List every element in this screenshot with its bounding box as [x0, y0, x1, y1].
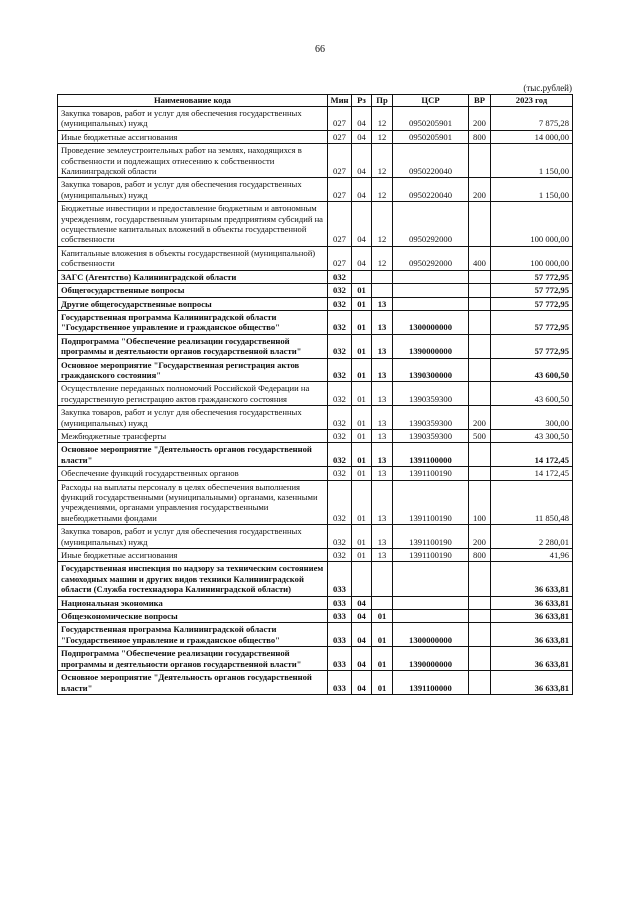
cell-min: 032	[328, 382, 352, 406]
cell-vr: 800	[469, 130, 491, 143]
cell-csr: 1391100000	[393, 443, 469, 467]
cell-csr: 0950205901	[393, 130, 469, 143]
cell-min: 027	[328, 144, 352, 178]
cell-min: 032	[328, 310, 352, 334]
cell-name: Общеэкономические вопросы	[58, 610, 328, 623]
cell-rz: 01	[352, 334, 372, 358]
cell-name: Закупка товаров, работ и услуг для обеспечения государственных (муниципальных) нужд	[58, 178, 328, 202]
cell-name: Закупка товаров, работ и услуг для обеспечения государственных (муниципальных) нужд	[58, 107, 328, 131]
cell-rz: 01	[352, 525, 372, 549]
cell-amount: 36 633,81	[491, 596, 573, 609]
cell-rz: 01	[352, 467, 372, 480]
cell-amount: 11 850,48	[491, 480, 573, 525]
table-row	[58, 443, 573, 467]
cell-name: Подпрограмма "Обеспечение реализации государственной программы и деятельности органов государственной власти"	[58, 334, 328, 358]
cell-min: 032	[328, 358, 352, 382]
cell-vr	[469, 297, 491, 310]
cell-pr: 01	[372, 610, 393, 623]
cell-name: Закупка товаров, работ и услуг для обеспечения государственных (муниципальных) нужд	[58, 525, 328, 549]
cell-amount: 1 150,00	[491, 178, 573, 202]
cell-vr: 200	[469, 107, 491, 131]
cell-vr	[469, 270, 491, 283]
cell-csr: 1390000000	[393, 334, 469, 358]
cell-name: Национальная экономика	[58, 596, 328, 609]
cell-rz: 04	[352, 202, 372, 247]
table-row	[58, 406, 573, 430]
cell-rz: 01	[352, 480, 372, 525]
cell-rz: 01	[352, 429, 372, 442]
header-pr: Пр	[372, 95, 393, 107]
table-row	[58, 480, 573, 525]
cell-amount: 14 172,45	[491, 443, 573, 467]
table-row	[58, 562, 573, 596]
cell-pr: 13	[372, 334, 393, 358]
cell-amount: 41,96	[491, 549, 573, 562]
cell-rz: 01	[352, 382, 372, 406]
cell-rz: 01	[352, 443, 372, 467]
cell-name: Осуществление переданных полномочий Российской Федерации на государственную регистрацию актов гражданского состояния	[58, 382, 328, 406]
cell-pr: 12	[372, 144, 393, 178]
budget-table	[57, 94, 573, 695]
cell-vr: 200	[469, 406, 491, 430]
cell-rz: 04	[352, 144, 372, 178]
header-min: Мин	[328, 95, 352, 107]
cell-amount: 43 600,50	[491, 382, 573, 406]
cell-csr: 1391100000	[393, 671, 469, 695]
table-row	[58, 202, 573, 247]
cell-pr: 01	[372, 647, 393, 671]
cell-pr: 13	[372, 549, 393, 562]
cell-vr: 500	[469, 429, 491, 442]
cell-rz: 04	[352, 671, 372, 695]
cell-pr: 13	[372, 525, 393, 549]
cell-pr: 13	[372, 297, 393, 310]
cell-pr	[372, 284, 393, 297]
table-row	[58, 358, 573, 382]
cell-amount: 100 000,00	[491, 202, 573, 247]
cell-min: 033	[328, 562, 352, 596]
unit-note: (тыс.рублей)	[523, 83, 572, 93]
cell-amount: 57 772,95	[491, 310, 573, 334]
cell-rz: 01	[352, 284, 372, 297]
table-row	[58, 130, 573, 143]
cell-csr: 1391100190	[393, 549, 469, 562]
cell-vr: 800	[469, 549, 491, 562]
cell-name: Общегосударственные вопросы	[58, 284, 328, 297]
cell-amount: 1 150,00	[491, 144, 573, 178]
cell-amount: 43 600,50	[491, 358, 573, 382]
cell-amount: 14 000,00	[491, 130, 573, 143]
cell-name: Иные бюджетные ассигнования	[58, 549, 328, 562]
cell-vr	[469, 647, 491, 671]
cell-name: Бюджетные инвестиции и предоставление бюджетным и автономным учреждениям, государственным унитарным предприятиям субсидий на осуществление капитальных вложений в объекты государственной собственности	[58, 202, 328, 247]
cell-min: 032	[328, 270, 352, 283]
cell-min: 027	[328, 130, 352, 143]
cell-rz: 04	[352, 178, 372, 202]
table-row	[58, 610, 573, 623]
cell-min: 033	[328, 610, 352, 623]
cell-min: 027	[328, 178, 352, 202]
cell-rz: 01	[352, 549, 372, 562]
cell-csr	[393, 284, 469, 297]
cell-pr: 13	[372, 443, 393, 467]
cell-csr: 0950220040	[393, 144, 469, 178]
cell-name: Обеспечение функций государственных органов	[58, 467, 328, 480]
cell-rz: 04	[352, 596, 372, 609]
cell-rz: 04	[352, 623, 372, 647]
cell-name: Основное мероприятие "Деятельность органов государственной власти"	[58, 443, 328, 467]
cell-csr: 0950292000	[393, 202, 469, 247]
cell-amount: 36 633,81	[491, 671, 573, 695]
cell-csr: 1391100190	[393, 525, 469, 549]
cell-amount: 43 300,50	[491, 429, 573, 442]
table-row	[58, 549, 573, 562]
cell-pr: 12	[372, 246, 393, 270]
table-row	[58, 671, 573, 695]
cell-pr: 13	[372, 480, 393, 525]
cell-vr	[469, 596, 491, 609]
cell-name: Закупка товаров, работ и услуг для обеспечения государственных (муниципальных) нужд	[58, 406, 328, 430]
cell-name: Основное мероприятие "Государственная регистрация актов гражданского состояния"	[58, 358, 328, 382]
cell-rz: 04	[352, 246, 372, 270]
cell-name: Расходы на выплаты персоналу в целях обеспечения выполнения функций государственными (муниципальными) органами, казенными учреждениями, органами управления государственными внебюджетными фондами	[58, 480, 328, 525]
cell-csr: 1391100190	[393, 480, 469, 525]
cell-pr: 13	[372, 429, 393, 442]
header-amount: 2023 год	[491, 95, 573, 107]
cell-rz: 01	[352, 310, 372, 334]
cell-csr: 1390359300	[393, 406, 469, 430]
cell-amount: 57 772,95	[491, 297, 573, 310]
cell-vr	[469, 202, 491, 247]
cell-pr: 01	[372, 671, 393, 695]
cell-pr: 13	[372, 406, 393, 430]
cell-vr	[469, 562, 491, 596]
cell-vr	[469, 610, 491, 623]
cell-vr: 200	[469, 178, 491, 202]
page-number: 66	[315, 44, 325, 55]
table-row	[58, 647, 573, 671]
cell-csr: 1300000000	[393, 310, 469, 334]
cell-pr: 13	[372, 467, 393, 480]
table-row	[58, 178, 573, 202]
cell-pr: 01	[372, 623, 393, 647]
cell-min: 032	[328, 480, 352, 525]
cell-vr	[469, 310, 491, 334]
header-vr: ВР	[469, 95, 491, 107]
table-row	[58, 429, 573, 442]
cell-csr: 0950292000	[393, 246, 469, 270]
cell-vr	[469, 284, 491, 297]
cell-rz: 04	[352, 647, 372, 671]
cell-amount: 57 772,95	[491, 270, 573, 283]
cell-vr	[469, 443, 491, 467]
cell-vr: 400	[469, 246, 491, 270]
table-row	[58, 297, 573, 310]
cell-rz: 04	[352, 107, 372, 131]
cell-amount: 2 280,01	[491, 525, 573, 549]
cell-name: ЗАГС (Агентство) Калининградской области	[58, 270, 328, 283]
cell-csr: 1391100190	[393, 467, 469, 480]
cell-vr	[469, 671, 491, 695]
cell-min: 033	[328, 596, 352, 609]
cell-name: Иные бюджетные ассигнования	[58, 130, 328, 143]
cell-csr: 0950205901	[393, 107, 469, 131]
cell-csr	[393, 562, 469, 596]
cell-name: Другие общегосударственные вопросы	[58, 297, 328, 310]
cell-min: 027	[328, 202, 352, 247]
cell-vr	[469, 467, 491, 480]
cell-rz	[352, 270, 372, 283]
cell-name: Подпрограмма "Обеспечение реализации государственной программы и деятельности органов государственной власти"	[58, 647, 328, 671]
cell-min: 032	[328, 406, 352, 430]
cell-min: 032	[328, 549, 352, 562]
cell-min: 032	[328, 429, 352, 442]
cell-rz: 01	[352, 358, 372, 382]
cell-csr	[393, 270, 469, 283]
table-row	[58, 525, 573, 549]
cell-pr: 12	[372, 130, 393, 143]
cell-amount: 100 000,00	[491, 246, 573, 270]
cell-name: Проведение землеустроительных работ на землях, находящихся в собственности и подлежащих отнесению к собственности Калининградской области	[58, 144, 328, 178]
cell-csr: 1390359300	[393, 429, 469, 442]
cell-name: Межбюджетные трансферты	[58, 429, 328, 442]
cell-rz: 01	[352, 297, 372, 310]
table-row	[58, 107, 573, 131]
header-rz: Рз	[352, 95, 372, 107]
cell-min: 032	[328, 297, 352, 310]
cell-vr	[469, 623, 491, 647]
cell-amount: 36 633,81	[491, 623, 573, 647]
table-row	[58, 382, 573, 406]
cell-vr	[469, 144, 491, 178]
cell-amount: 57 772,95	[491, 284, 573, 297]
cell-rz: 04	[352, 130, 372, 143]
cell-rz: 01	[352, 406, 372, 430]
cell-csr: 1390000000	[393, 647, 469, 671]
cell-min: 032	[328, 334, 352, 358]
cell-pr: 13	[372, 310, 393, 334]
cell-pr: 13	[372, 382, 393, 406]
cell-name: Государственная программа Калининградской области "Государственное управление и гражданское общество"	[58, 310, 328, 334]
table-header	[58, 95, 573, 107]
table-row	[58, 246, 573, 270]
header-name: Наименование кода	[58, 95, 328, 107]
cell-name: Капитальные вложения в объекты государственной (муниципальной) собственности	[58, 246, 328, 270]
cell-amount: 300,00	[491, 406, 573, 430]
cell-pr: 13	[372, 358, 393, 382]
cell-amount: 14 172,45	[491, 467, 573, 480]
cell-vr	[469, 358, 491, 382]
cell-pr	[372, 596, 393, 609]
cell-min: 033	[328, 647, 352, 671]
cell-csr	[393, 297, 469, 310]
cell-pr	[372, 562, 393, 596]
table-row	[58, 270, 573, 283]
header-row	[58, 95, 573, 107]
cell-min: 027	[328, 246, 352, 270]
cell-min: 032	[328, 467, 352, 480]
header-csr: ЦСР	[393, 95, 469, 107]
cell-csr: 0950220040	[393, 178, 469, 202]
cell-pr: 12	[372, 107, 393, 131]
cell-amount: 36 633,81	[491, 610, 573, 623]
cell-csr: 1390300000	[393, 358, 469, 382]
table-row	[58, 334, 573, 358]
cell-name: Государственная инспекция по надзору за техническим состоянием самоходных машин и других видов техники Калининградской области (Служба гостехнадзора Калининградской области)	[58, 562, 328, 596]
table-row	[58, 623, 573, 647]
cell-vr	[469, 334, 491, 358]
cell-name: Государственная программа Калининградской области "Государственное управление и гражданское общество"	[58, 623, 328, 647]
cell-name: Основное мероприятие "Деятельность органов государственной власти"	[58, 671, 328, 695]
table-row	[58, 310, 573, 334]
table-row	[58, 467, 573, 480]
cell-vr: 100	[469, 480, 491, 525]
cell-amount: 57 772,95	[491, 334, 573, 358]
cell-min: 032	[328, 443, 352, 467]
cell-amount: 7 875,28	[491, 107, 573, 131]
cell-min: 032	[328, 284, 352, 297]
cell-min: 032	[328, 525, 352, 549]
cell-rz: 04	[352, 610, 372, 623]
cell-pr: 12	[372, 178, 393, 202]
cell-amount: 36 633,81	[491, 562, 573, 596]
table-row	[58, 596, 573, 609]
table-row	[58, 144, 573, 178]
cell-rz	[352, 562, 372, 596]
cell-csr: 1300000000	[393, 623, 469, 647]
cell-min: 033	[328, 671, 352, 695]
cell-csr	[393, 596, 469, 609]
cell-min: 033	[328, 623, 352, 647]
cell-pr	[372, 270, 393, 283]
cell-pr: 12	[372, 202, 393, 247]
cell-min: 027	[328, 107, 352, 131]
cell-vr	[469, 382, 491, 406]
cell-csr: 1390359300	[393, 382, 469, 406]
cell-amount: 36 633,81	[491, 647, 573, 671]
cell-csr	[393, 610, 469, 623]
table-row	[58, 284, 573, 297]
table-body	[58, 107, 573, 695]
cell-vr: 200	[469, 525, 491, 549]
